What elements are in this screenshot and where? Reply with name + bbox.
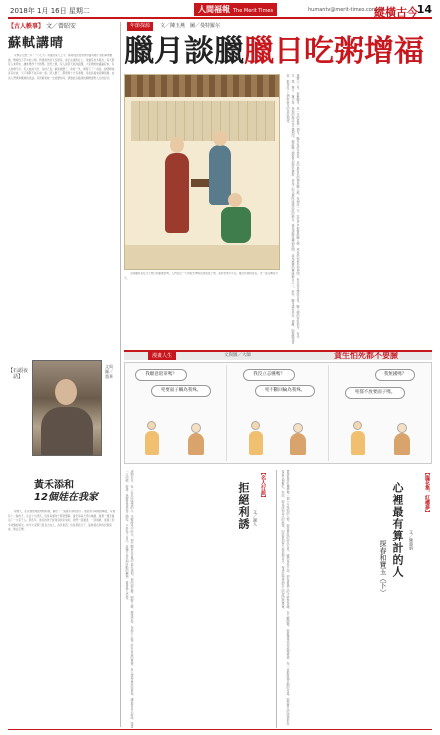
bottom-article-a [124, 470, 272, 728]
illus-window-lattice [131, 101, 275, 141]
festival-illustration [124, 74, 280, 270]
comic-man-head [251, 421, 260, 430]
second-article-body [8, 510, 116, 724]
comic-bubble: 死都不放要面子嗎。 [345, 387, 405, 399]
page-header [8, 3, 432, 19]
article-a-text: 清朝末年，有一位名叫張謇的人，年輕時考中狀元，卻不願意在官場中追名逐利。他回到家鄉，開辦工廠，興建學校，為地方上做了許多有益的事情。有人想用重金收買他，讓他替自己說話，張謇一口回絕，說道：我辦實業是為了國家，不是為了自己。這種不為名利所動的精神，值得後人學習。 [125, 470, 134, 728]
comic-monk [290, 433, 306, 455]
comic-bubble: 我願意賠罪嗎？ [135, 369, 187, 381]
illus-floor [125, 245, 280, 270]
comic-monk-head [397, 423, 407, 433]
second-title-line1: 黃禾添和 [34, 480, 74, 491]
comic-monk [188, 433, 204, 455]
left-section-tag [8, 22, 116, 31]
article-b-body [280, 470, 374, 728]
comic-panel-3 [331, 365, 431, 461]
column-divider [276, 470, 277, 728]
comic-man-head [147, 421, 156, 430]
illustration-caption [124, 272, 280, 344]
second-article-title [34, 480, 98, 504]
article-b-byline: 文／陳惠娟 [409, 530, 414, 550]
photo-caption: 文與圖／趙華 [105, 364, 113, 379]
left-article-paragraph: 宋神宗元豐二年（一○七九）初夏的某天上午，蘇東坡突然覺得身邊有數不清的事情要做，暫時放下手中的公務，對著窗外的天空發呆。他正在湖州任上，身邊有許多朋友，每天都有人來拜訪，讓他覺得十分熱鬧。忽然之間，有人說起天氣的話題，大家便紛紛議論起來，有人說晴天好，有人說雨天好，各持己見。蘇東坡聽了，哈哈一笑，便寫下了一首詩，說明晴雨各有好處，天下事都不能只看一面。眾人聽了，都覺得十分有道理。這首詩後來流傳很廣，成為人們津津樂道的佳話。其實蘇東坡一生經歷坎坷，卻總能以豁達的胸懷面對人生的起伏。 [8, 54, 115, 80]
second-title-line2: 12個娃在我家 [34, 492, 98, 503]
main-headline [124, 35, 432, 69]
article-a-tag-label: 【名人行誼】 [260, 470, 266, 500]
left-column [8, 22, 116, 727]
article-b-tag [422, 470, 432, 515]
illus-roof [125, 75, 280, 97]
logo-en: The Merit Times [233, 8, 274, 14]
article-b-title: 心裡最有算計的人 [391, 482, 404, 578]
left-article-title: 蘇軾講晴 [8, 36, 65, 51]
newspaper-logo [194, 3, 277, 16]
comic-monk-head [191, 423, 201, 433]
top-article-body [285, 74, 432, 346]
comic-bubble: 死不斷回輪為我殊。 [255, 385, 315, 397]
comic-strip [124, 362, 432, 464]
comic-man [351, 431, 365, 455]
comic-monk [394, 433, 410, 455]
comic-bubble: 我沒立志嚥嗎？ [243, 369, 295, 381]
section-name: 縱橫古今 [374, 6, 418, 19]
article-b-tag-label: 【臨花集，紅樓夢】 [424, 470, 430, 515]
logo-cn: 人間福報 [198, 5, 230, 14]
top-article-text: 農曆十二月，俗稱臘月，是一年的最後一個月。臘月有許多習俗，其中最有名的便是臘八節。每到這一天，家家戶戶都要熬臘八粥，用來祭祀祖先和神明，祈求來年豐收吉祥。臘八粥的材料很多，有米、豆、棗、栗子、蓮子等，各地的做法也不盡相同。據說臘八粥最早起源於佛教，是為了紀念佛陀成道而設的節日。後來逐漸流傳到民間，成為重要的傳統節日之一。此外，臘月還有祭灶、掃塵、貼春聯等習俗，都寄託了人們對新年的美好期望。 [286, 74, 300, 344]
contact-url: humantv@merit-times.com.tw [308, 7, 385, 13]
comic-panel-1 [127, 365, 227, 461]
issue-date: 2018年 1月 16日 星期二 [10, 7, 90, 15]
article-b-text: 賈探春是紅樓夢裡一個十分特別的人物。她是賈政的庶出女兒，雖然身份不高，卻有著過人的才幹與見識。在大觀園裡，她最懂得如何處理事情，每一步都經過仔細的考量。她與寶玉的感情很好，常常互相幫忙。然而，她也深知自己的處境，因此更加努力地表現自己，希望能夠得到家人的認同與尊重。 [281, 470, 290, 728]
comic-man [249, 431, 263, 455]
article-b-subtitle: 探春和寶玉（下） [379, 540, 387, 596]
column-divider [120, 22, 121, 727]
illus-figure-blue-head [213, 131, 227, 146]
left-byline: 文／曾昭安 [45, 23, 76, 30]
portrait-block [8, 360, 116, 480]
comic-title: 貪生怕死都不要臉 [334, 351, 398, 360]
headline-part-a: 臘月談臘 [124, 34, 244, 69]
top-article-tag: 年節探源 [127, 22, 153, 31]
page-bottom-rule [8, 729, 432, 730]
illustration-caption-text: 古時臘祭是在冬天舉行的重要祭典，人們在這一天向祖先神明表達感恩之情，並祈求來年平安。臘日吃粥的習俗，也一直流傳到今天。 [124, 272, 278, 280]
illus-figure-red [165, 153, 189, 233]
comic-panel-2 [229, 365, 329, 461]
comic-man-head [353, 421, 362, 430]
illus-figure-green [221, 207, 251, 243]
comic-meta: 文與圖／大師 [224, 353, 251, 358]
headline-part-b: 臘日吃粥增福 [244, 34, 424, 69]
bottom-article-b [280, 470, 432, 728]
comic-tag: 漫畫人生 [148, 352, 176, 360]
portrait-face [55, 379, 77, 405]
comic-bubble: 我無國嗎？ [375, 369, 415, 381]
comic-bubble: 死要面子觸為我殊。 [151, 385, 211, 397]
comic-monk-head [293, 423, 303, 433]
article-a-byline: 文／謝人 [253, 510, 258, 526]
page-number: 14 [416, 3, 432, 16]
article-a-tag [258, 470, 268, 500]
comic-man [145, 431, 159, 455]
illus-figure-red-head [170, 137, 184, 153]
top-article-meta: 文／陳玉燕 圖／曼特羅尔 [160, 23, 221, 29]
illus-figure-green-head [228, 193, 242, 207]
left-article-body [8, 54, 116, 362]
second-article-paragraph: 前幾天，在家裡整理舊物的時候，翻出了一張黃禾添的照片。他是我小時候的鄰居，家裡有十二個孩子，生活十分清苦，但是每個孩子都很懂事。黃禾添每天早出晚歸，靠著一雙手養活了一大家子人。那些年，他家的孩子經常到我家來玩，我們一起讀書，一起遊戲，度過了許多快樂的時光。如今大家都已經長大成人，各奔東西，但是那段日子，始終留在我的記憶深處，無法忘懷。 [8, 510, 116, 532]
photo-section-label: 【石頭夜話】 [8, 368, 29, 380]
article-a-title: 拒絕利誘 [237, 482, 250, 530]
comic-banner [124, 350, 432, 360]
article-a-body [124, 470, 228, 728]
portrait-body [41, 407, 93, 455]
left-section-label: 【古人軼事】 [8, 23, 45, 30]
portrait-photo [32, 360, 102, 456]
